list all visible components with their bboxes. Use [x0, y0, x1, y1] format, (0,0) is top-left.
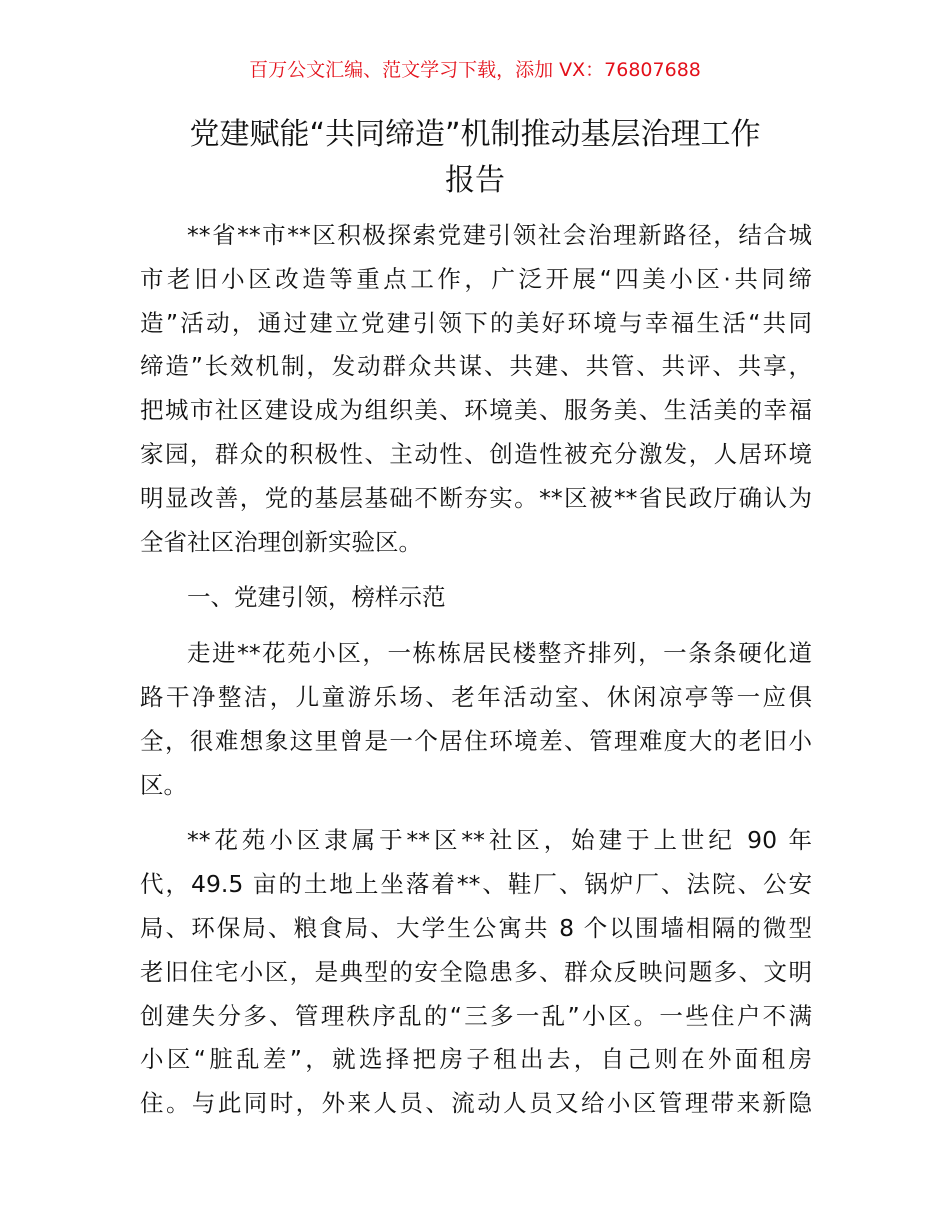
text-line: 把城市社区建设成为组织美、环境美、服务美、生活美的幸福	[140, 396, 812, 425]
text-line: 区。	[140, 770, 187, 799]
text-line: 局、环保局、粮食局、大学生公寓共 8 个以围墙相隔的微型	[140, 913, 812, 942]
text-line: 家园，群众的积极性、主动性、创造性被充分激发，人居环境	[140, 439, 812, 468]
paragraph-spacer	[140, 564, 812, 576]
document-body	[140, 214, 812, 1126]
paragraph-intro	[140, 214, 812, 564]
document-title	[120, 112, 830, 204]
paragraph-background	[140, 819, 812, 1126]
section-heading-1	[140, 576, 812, 620]
text-line: 全省社区治理创新实验区。	[140, 527, 422, 556]
text-line: 缔造”长效机制，发动群众共谋、共建、共管、共评、共享，	[140, 352, 812, 381]
text-line: 老旧住宅小区，是典型的安全隐患多、群众反映问题多、文明	[140, 957, 812, 986]
text-line: 小区“脏乱差”，就选择把房子租出去，自己则在外面租房	[140, 1045, 812, 1074]
text-line: 全，很难想象这里曾是一个居住环境差、管理难度大的老旧小	[140, 726, 812, 755]
paragraph-walk-in	[140, 632, 812, 807]
text-line: 明显改善，党的基层基础不断夯实。**区被**省民政厅确认为	[140, 483, 812, 512]
watermark-header: 百万公文汇编、范文学习下载，添加 VX：76807688	[249, 59, 701, 81]
text-line: 走进**花苑小区，一栋栋居民楼整齐排列，一条条硬化道	[187, 639, 812, 668]
section-heading-text: 一、党建引领，榜样示范	[187, 583, 446, 612]
text-line: 市老旧小区改造等重点工作，广泛开展“四美小区·共同缔	[140, 264, 812, 293]
text-line: **省**市**区积极探索党建引领社会治理新路径，结合城	[187, 221, 812, 249]
paragraph-spacer	[140, 807, 812, 819]
text-line: 住。与此同时，外来人员、流动人员又给小区管理带来新隐	[140, 1089, 812, 1118]
text-line: **花苑小区隶属于**区**社区，始建于上世纪 90 年	[187, 826, 812, 855]
text-line: 路干净整洁，儿童游乐场、老年活动室、休闲凉亭等一应俱	[140, 682, 812, 711]
paragraph-spacer	[140, 620, 812, 632]
text-line: 代，49.5 亩的土地上坐落着**、鞋厂、锅炉厂、法院、公安	[140, 870, 812, 899]
text-line: 创建失分多、管理秩序乱的“三多一乱”小区。一些住户不满	[140, 1001, 812, 1030]
title-line-1: 党建赋能“共同缔造”机制推动基层治理工作	[189, 117, 761, 152]
text-line: 造”活动，通过建立党建引领下的美好环境与幸福生活“共同	[140, 308, 812, 337]
title-line-2: 报告	[445, 163, 505, 198]
